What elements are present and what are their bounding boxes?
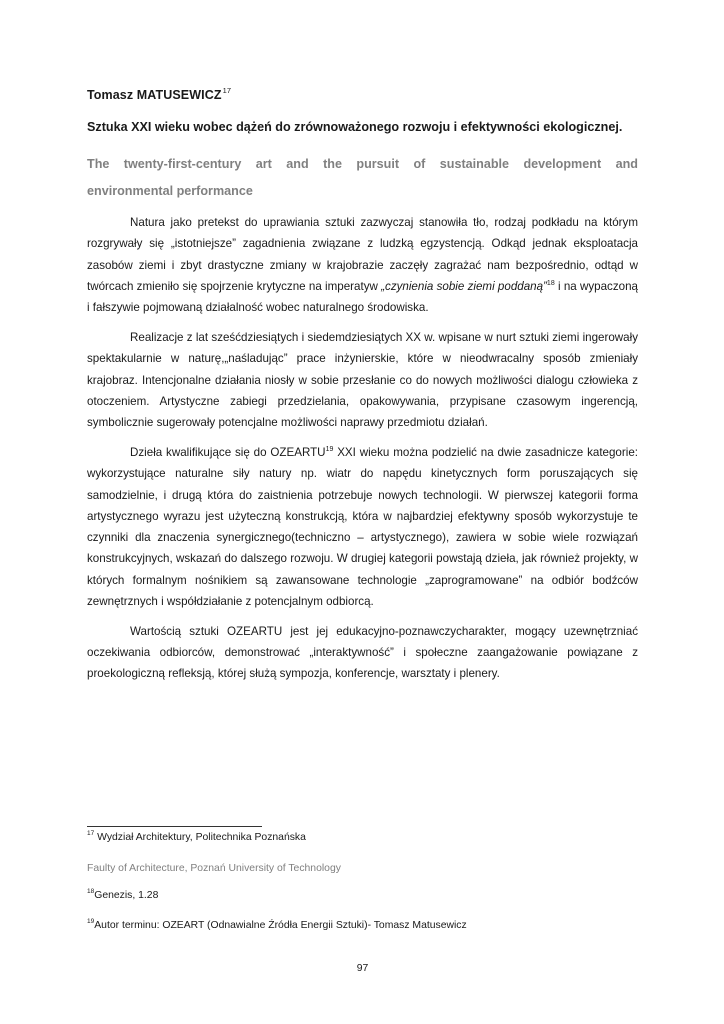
- footnote-text: Wydział Architektury, Politechnika Poznańska: [94, 832, 306, 843]
- footnote-17-english: [87, 863, 341, 874]
- title-word: the: [323, 157, 342, 171]
- footnote-19: [87, 920, 467, 931]
- paragraph-text: Dzieła kwalifikujące się do OZEARTU: [130, 445, 326, 459]
- footnote-number: 18: [87, 888, 95, 895]
- title-word: and: [286, 157, 309, 171]
- title-word: pursuit: [356, 157, 400, 171]
- footnote-18: [87, 890, 158, 901]
- footnote-ref-18: 18: [546, 279, 555, 287]
- page-number: 97: [356, 963, 369, 974]
- footnote-divider: [87, 826, 262, 827]
- footnote-text: Autor terminu: OZEART (Odnawialne Źródła Energii Sztuki)- Tomasz Matusewicz: [94, 920, 467, 931]
- footnote-text: Faulty of Architecture, Poznań University of Technology: [87, 863, 341, 874]
- author-name: Tomasz MATUSEWICZ: [87, 88, 222, 102]
- title-english-line1: [87, 151, 638, 178]
- paragraph-3: [87, 442, 638, 612]
- footnote-17: [87, 832, 306, 843]
- document-page: [87, 0, 638, 1024]
- body-text: [87, 212, 638, 693]
- title-word: The: [87, 157, 110, 171]
- paragraph-text: Natura jako pretekst do uprawiania sztuki zazwyczaj stanowiła tło, rodzaj podkładu na którym rozgrywały się „istotniejsze” zagadnienia związane z ludzką egzystencją. Odkąd jednak eksploatacja zasobów ziemi i zbyt drastyczne zmiany w krajobrazie zaczęły zagrażać nam bezpośrednio, odtąd w twórcach zmieniło się spojrzenie krytyczne na imperatyw: [87, 216, 638, 293]
- paragraph-2: Realizacje z lat sześćdziesiątych i siedemdziesiątych XX w. wpisane w nurt sztuki ziemi ingerowały spektakularnie w naturę,„naśladując” prace inżynierskie, które w nieodwracalny sposób zmieniały krajobraz. Intencjonalne działania niosły w sobie przesłanie co do nowych możliwości dialogu człowieka z otoczeniem. Artystyczne zabiegi przedzielania, opakowywania, przypisane czasowym ingerencją, symbolicznie sugerowały potencjalne możliwości naprawy przedmiotu działań.: [87, 330, 638, 430]
- paragraph-italic-quote: „czynienia sobie ziemi poddaną”: [381, 279, 547, 293]
- title-word: of: [413, 157, 426, 171]
- footnote-number: 19: [87, 918, 95, 925]
- paragraph-1: [87, 212, 638, 318]
- footnote-ref-19: 19: [325, 445, 334, 453]
- title-english: [87, 151, 638, 205]
- paragraph-4: Wartością sztuki OZEARTU jest jej edukacyjno-poznawczycharakter, mogący uzewnętrzniać oczekiwania odbiorców, demonstrować „interaktywność” i społeczne zaangażowanie powiązane z proekologiczną refleksją, której służą sympozja, konferencje, warsztaty i plenery.: [87, 624, 638, 681]
- footnote-text: Genezis, 1.28: [94, 890, 159, 901]
- footnote-number: 17: [87, 830, 95, 837]
- title-english-line2: environmental performance: [87, 184, 253, 198]
- title-word: sustainable: [439, 157, 510, 171]
- title-polish: Sztuka XXI wieku wobec dążeń do zrównoważonego rozwoju i efektywności ekologicznej.: [87, 120, 623, 134]
- title-word: development: [523, 157, 602, 171]
- title-word: twenty-first-century: [123, 157, 242, 171]
- author-footnote-ref: 17: [222, 86, 232, 95]
- paragraph-text: i na wypaczoną i fałszywie pojmowaną działalność wobec naturalnego środowiska.: [87, 279, 638, 315]
- author-line: [87, 86, 231, 102]
- title-word: art: [255, 157, 272, 171]
- paragraph-text: XXI wieku można podzielić na dwie zasadnicze kategorie: wykorzystujące naturalne siły natury np. wiatr do napędu kinetycznych form poruszających się samodzielnie, i drugą która do zaistnienia potrzebuje nowych technologii. W pierwszej kategorii forma artystycznego wyrazu jest użyteczną konstrukcją, która w najbardziej efektywny sposób wykorzystuje te czynniki dla znaczenia synergicznego(techniczno – artystycznego), zawiera w sobie wiele rozwiązań konstrukcyjnych, wskazań do dalszego rozwoju. W drugiej kategorii powstają dzieła, jak również projekty, w których formalnym nośnikiem są zawansowane technologie „zaprogramowane” na odbiór bodźców zewnętrznych i współdziałanie z potencjalnym odbiorcą.: [87, 445, 638, 609]
- title-word: and: [615, 157, 638, 171]
